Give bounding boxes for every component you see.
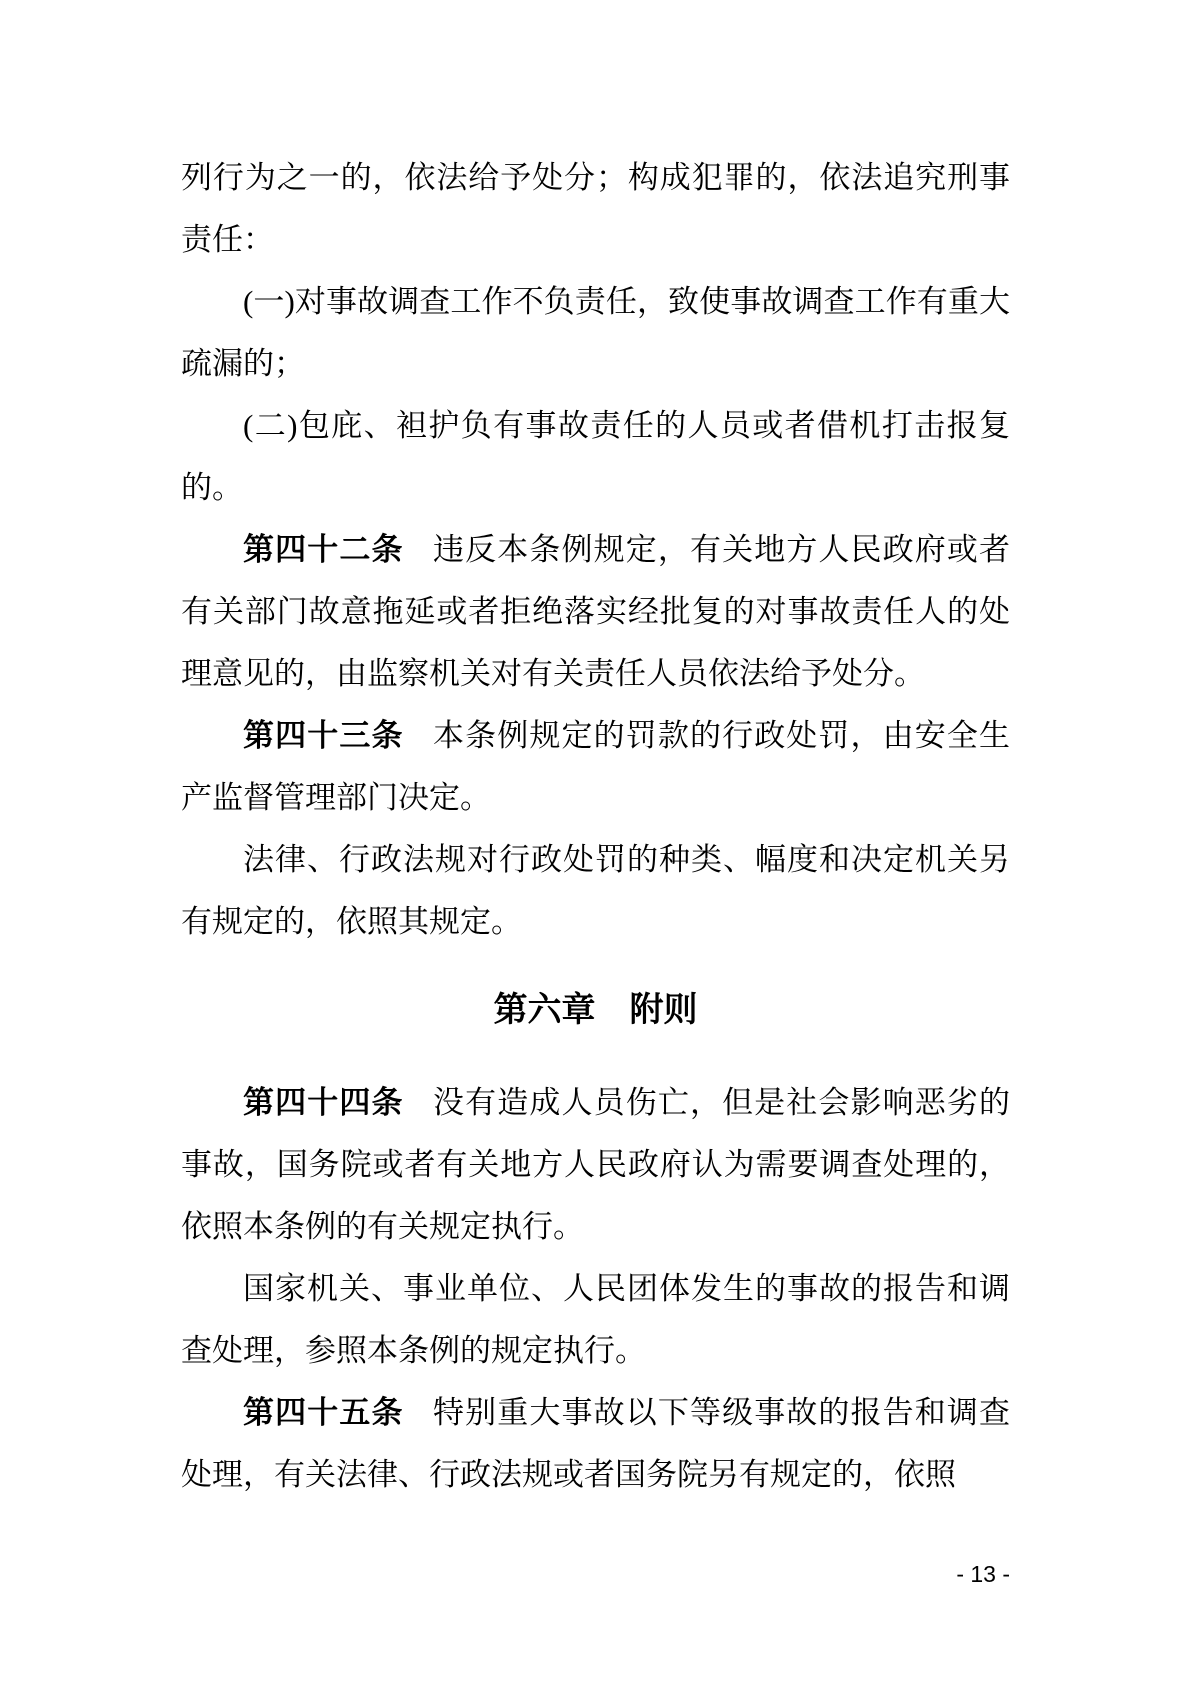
list-item-paragraph <box>181 271 1010 395</box>
paragraph-text: 法律、行政法规对行政处罚的种类、幅度和决定机关另有规定的，依照其规定。 <box>181 842 1010 939</box>
body-paragraph <box>181 1258 1010 1382</box>
paragraph-text: 国家机关、事业单位、人民团体发生的事故的报告和调查处理，参照本条例的规定执行。 <box>181 1271 1010 1368</box>
article-paragraph <box>181 1072 1010 1258</box>
article-number-bold: 第四十二条 <box>243 532 404 567</box>
article-paragraph <box>181 519 1010 705</box>
paragraph-text: (二)包庇、袒护负有事故责任的人员或者借机打击报复的。 <box>181 408 1010 505</box>
paragraph-text: 列行为之一的，依法给予处分；构成犯罪的，依法追究刑事责任： <box>181 160 1010 257</box>
paragraph-text: 违反本条例规定，有关地方人民政府或者有关部门故意拖延或者拒绝落实经批复的对事故责任人的处理意见的，由监察机关对有关责任人员依法给予处分。 <box>181 532 1011 691</box>
chapter-number: 第六章 <box>493 991 596 1029</box>
list-item-paragraph <box>181 395 1010 519</box>
document-body <box>181 147 1010 1506</box>
article-number-bold: 第四十五条 <box>243 1395 404 1430</box>
article-paragraph <box>181 1382 1010 1506</box>
paragraph-text: 没有造成人员伤亡，但是社会影响恶劣的事故，国务院或者有关地方人民政府认为需要调查处理的，依照本条例的有关规定执行。 <box>181 1085 1011 1244</box>
chapter-title: 附则 <box>629 991 698 1029</box>
continuation-paragraph <box>181 147 1010 271</box>
body-paragraph <box>181 829 1010 953</box>
chapter-heading <box>181 979 1010 1041</box>
article-number-bold: 第四十三条 <box>243 718 404 753</box>
page-number: - 13 - <box>956 1561 1010 1587</box>
paragraph-text: 特别重大事故以下等级事故的报告和调查处理，有关法律、行政法规或者国务院另有规定的，依照 <box>181 1395 1011 1492</box>
article-paragraph <box>181 705 1010 829</box>
article-number-bold: 第四十四条 <box>243 1085 404 1120</box>
paragraph-text: 本条例规定的罚款的行政处罚，由安全生产监督管理部门决定。 <box>181 718 1011 815</box>
paragraph-text: (一)对事故调查工作不负责任，致使事故调查工作有重大疏漏的； <box>181 284 1010 381</box>
